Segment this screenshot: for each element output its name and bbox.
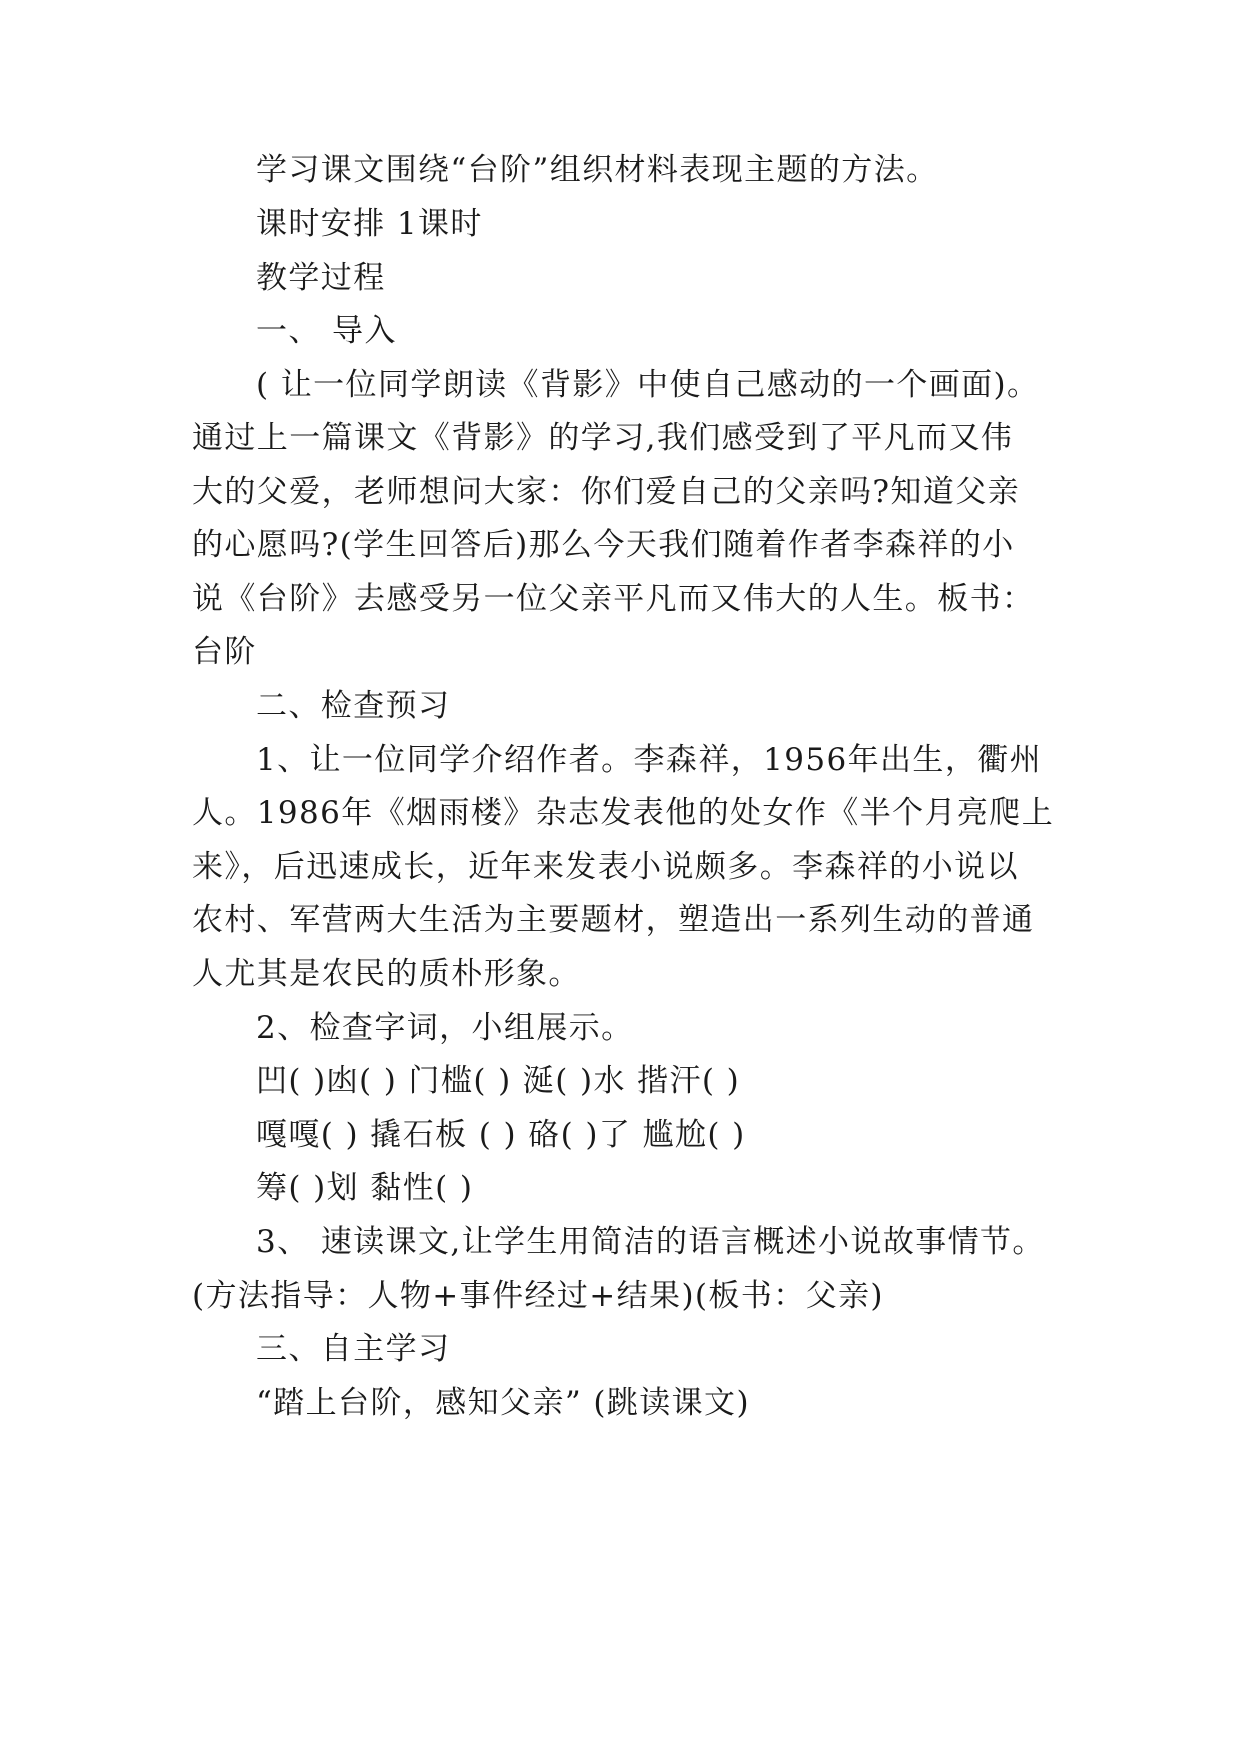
- paragraph-line: 2、检查字词，小组展示。: [256, 1010, 634, 1046]
- objective-line: 学习课文围绕“台阶”组织材料表现主题的方法。: [256, 152, 939, 188]
- paragraph-line: “踏上台阶，感知父亲” (跳读课文): [256, 1385, 750, 1421]
- paragraph-line: ( 让一位同学朗读《背影》中使自己感动的一个画面)。: [256, 367, 1040, 403]
- paragraph-line: 人。1986年《烟雨楼》杂志发表他的处女作《半个月亮爬上: [192, 795, 1055, 831]
- paragraph-line: 台阶: [192, 634, 257, 670]
- class-hours-line: 课时安排 1课时: [256, 206, 483, 242]
- paragraph-line: 通过上一篇课文《背影》的学习,我们感受到了平凡而又伟: [192, 420, 1014, 456]
- vocabulary-line: 筹( )划 黏性( ): [256, 1170, 474, 1206]
- section-heading-preview: 二、检查预习: [256, 688, 451, 724]
- section-heading-self-study: 三、自主学习: [256, 1331, 451, 1367]
- paragraph-line: 3、 速读课文,让学生用简洁的语言概述小说故事情节。: [256, 1224, 1045, 1260]
- paragraph-line: 农村、军营两大生活为主要题材，塑造出一系列生动的普通: [192, 902, 1035, 938]
- vocabulary-line: 嘎嘎( ) 撬石板 ( ) 硌( )了 尴尬( ): [256, 1117, 746, 1153]
- paragraph-line: 1、让一位同学介绍作者。李森祥，1956年出生，衢州: [256, 742, 1043, 778]
- paragraph-line: 来》，后迅速成长，近年来发表小说颇多。李森祥的小说以: [192, 849, 1019, 885]
- paragraph-line: 大的父爱，老师想问大家：你们爱自己的父亲吗?知道父亲: [192, 474, 1021, 510]
- paragraph-line: 说《台阶》去感受另一位父亲平凡而又伟大的人生。板书：: [192, 581, 1035, 617]
- paragraph-line: (方法指导：人物+事件经过+结果)(板书：父亲): [192, 1278, 884, 1314]
- section-heading-intro: 一、 导入: [256, 313, 397, 349]
- paragraph-line: 的心愿吗?(学生回答后)那么今天我们随着作者李森祥的小: [192, 527, 1015, 563]
- teaching-process-heading: 教学过程: [256, 260, 386, 296]
- paragraph-line: 人尤其是农民的质朴形象。: [192, 956, 581, 992]
- vocabulary-line: 凹( )凼( ) 门槛( ) 涎( )水 揩汗( ): [256, 1063, 741, 1099]
